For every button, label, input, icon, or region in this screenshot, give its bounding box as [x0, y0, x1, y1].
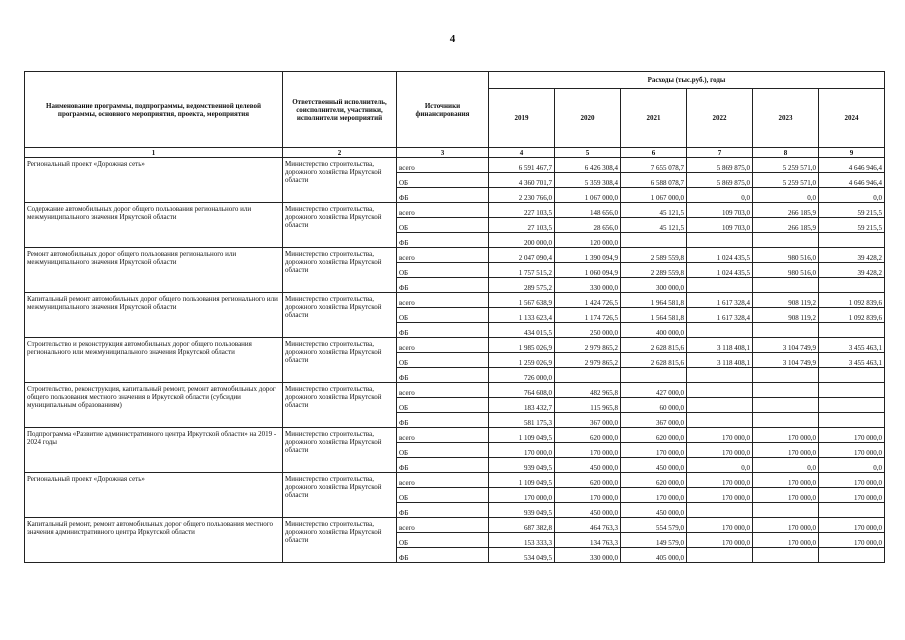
expense-value: 170 000,0 — [819, 533, 885, 548]
expense-value: 0,0 — [819, 458, 885, 473]
expense-value: 148 656,0 — [555, 203, 621, 218]
item-name: Ремонт автомобильных дорог общего пользования регионального или межмуниципального значения Иркутской области — [25, 248, 283, 293]
expense-value: 134 763,3 — [555, 533, 621, 548]
expense-value: 1 067 000,0 — [555, 188, 621, 203]
table-row — [25, 338, 885, 353]
funding-source: ОБ — [397, 353, 489, 368]
expense-value: 170 000,0 — [753, 518, 819, 533]
header-expenses: Расходы (тыс.руб.), годы — [489, 72, 885, 89]
expense-value: 367 000,0 — [621, 413, 687, 428]
column-number: 7 — [687, 148, 753, 158]
expense-value: 0,0 — [753, 188, 819, 203]
item-responsible: Министерство строительства, дорожного хозяйства Иркутской области — [283, 248, 397, 293]
expense-value: 170 000,0 — [753, 533, 819, 548]
table-row — [25, 158, 885, 173]
expense-value: 170 000,0 — [687, 473, 753, 488]
expense-value: 3 455 463,1 — [819, 338, 885, 353]
expense-value: 464 763,3 — [555, 518, 621, 533]
expense-value: 6 591 467,7 — [489, 158, 555, 173]
funding-source: ОБ — [397, 173, 489, 188]
expense-value — [753, 548, 819, 563]
expense-value — [819, 548, 885, 563]
header-year: 2021 — [621, 89, 687, 148]
budget-table — [24, 71, 885, 563]
expense-value: 266 185,9 — [753, 203, 819, 218]
expense-value: 3 455 463,1 — [819, 353, 885, 368]
expense-value — [621, 368, 687, 383]
expense-value: 939 049,5 — [489, 503, 555, 518]
expense-value: 1 964 581,8 — [621, 293, 687, 308]
header-year: 2019 — [489, 89, 555, 148]
expense-value — [687, 413, 753, 428]
expense-value: 5 869 875,0 — [687, 173, 753, 188]
expense-value: 726 000,0 — [489, 368, 555, 383]
expense-value: 1 424 726,5 — [555, 293, 621, 308]
expense-value: 4 646 946,4 — [819, 158, 885, 173]
expense-value: 170 000,0 — [621, 443, 687, 458]
expense-value: 39 428,2 — [819, 263, 885, 278]
column-number: 2 — [283, 148, 397, 158]
expense-value — [753, 233, 819, 248]
funding-source: ФБ — [397, 503, 489, 518]
funding-source: ОБ — [397, 443, 489, 458]
expense-value: 1 259 026,9 — [489, 353, 555, 368]
expense-value: 939 049,5 — [489, 458, 555, 473]
expense-value: 1 617 328,4 — [687, 308, 753, 323]
funding-source: всего — [397, 518, 489, 533]
expense-value: 170 000,0 — [753, 488, 819, 503]
expense-value: 170 000,0 — [555, 443, 621, 458]
expense-value: 434 015,5 — [489, 323, 555, 338]
expense-value: 45 121,5 — [621, 203, 687, 218]
expense-value — [555, 368, 621, 383]
expense-value: 60 000,0 — [621, 398, 687, 413]
funding-source: всего — [397, 158, 489, 173]
expense-value: 450 000,0 — [621, 503, 687, 518]
expense-value: 28 656,0 — [555, 218, 621, 233]
expense-value: 427 000,0 — [621, 383, 687, 398]
expense-value: 170 000,0 — [819, 488, 885, 503]
funding-source: ФБ — [397, 413, 489, 428]
funding-source: ОБ — [397, 263, 489, 278]
item-responsible: Министерство строительства, дорожного хозяйства Иркутской области — [283, 338, 397, 383]
column-number: 4 — [489, 148, 555, 158]
expense-value — [687, 548, 753, 563]
expense-value: 0,0 — [819, 188, 885, 203]
table-row — [25, 383, 885, 398]
expense-value — [753, 323, 819, 338]
header-year: 2024 — [819, 89, 885, 148]
expense-value — [753, 368, 819, 383]
expense-value: 980 516,0 — [753, 248, 819, 263]
header-name: Наименование программы, подпрограммы, ведомственной целевой программы, основного мероприятия, проекта, мероприятия — [25, 72, 283, 148]
funding-source: ОБ — [397, 533, 489, 548]
funding-source: ФБ — [397, 458, 489, 473]
expense-value: 153 333,3 — [489, 533, 555, 548]
item-responsible: Министерство строительства, дорожного хозяйства Иркутской области — [283, 158, 397, 203]
expense-value: 2 289 559,8 — [621, 263, 687, 278]
expense-value — [819, 233, 885, 248]
expense-value: 2 979 865,2 — [555, 353, 621, 368]
expense-value: 1 564 581,8 — [621, 308, 687, 323]
expense-value: 2 628 815,6 — [621, 353, 687, 368]
expense-value: 1 024 435,5 — [687, 248, 753, 263]
funding-source: всего — [397, 473, 489, 488]
expense-value: 7 655 078,7 — [621, 158, 687, 173]
expense-value: 170 000,0 — [687, 488, 753, 503]
expense-value: 2 230 766,0 — [489, 188, 555, 203]
expense-value — [819, 503, 885, 518]
expense-value: 1 024 435,5 — [687, 263, 753, 278]
expense-value: 170 000,0 — [489, 443, 555, 458]
funding-source: всего — [397, 293, 489, 308]
expense-value: 227 103,5 — [489, 203, 555, 218]
expense-value: 170 000,0 — [753, 443, 819, 458]
funding-source: всего — [397, 428, 489, 443]
expense-value: 39 428,2 — [819, 248, 885, 263]
funding-source: ОБ — [397, 218, 489, 233]
funding-source: всего — [397, 383, 489, 398]
expense-value: 170 000,0 — [687, 443, 753, 458]
expense-value — [753, 398, 819, 413]
item-responsible: Министерство строительства, дорожного хозяйства Иркутской области — [283, 473, 397, 518]
expense-value: 1 109 049,5 — [489, 473, 555, 488]
expense-value: 289 575,2 — [489, 278, 555, 293]
expense-value: 620 000,0 — [621, 473, 687, 488]
expense-value — [819, 368, 885, 383]
item-name: Региональный проект «Дорожная сеть» — [25, 158, 283, 203]
expense-value: 405 000,0 — [621, 548, 687, 563]
expense-value: 1 757 515,2 — [489, 263, 555, 278]
expense-value: 980 516,0 — [753, 263, 819, 278]
expense-value — [753, 278, 819, 293]
expense-value: 620 000,0 — [555, 473, 621, 488]
column-number: 8 — [753, 148, 819, 158]
expense-value: 115 965,8 — [555, 398, 621, 413]
expense-value: 4 646 946,4 — [819, 173, 885, 188]
expense-value: 581 175,3 — [489, 413, 555, 428]
expense-value — [621, 233, 687, 248]
expense-value: 200 000,0 — [489, 233, 555, 248]
expense-value — [687, 503, 753, 518]
expense-value: 170 000,0 — [753, 473, 819, 488]
expense-value: 764 608,0 — [489, 383, 555, 398]
table-row — [25, 203, 885, 218]
expense-value — [753, 503, 819, 518]
expense-value: 620 000,0 — [555, 428, 621, 443]
expense-value — [753, 383, 819, 398]
expense-value: 2 979 865,2 — [555, 338, 621, 353]
table-row — [25, 428, 885, 443]
table-row — [25, 518, 885, 533]
expense-value: 1 567 638,9 — [489, 293, 555, 308]
expense-value — [687, 233, 753, 248]
table-row — [25, 248, 885, 263]
funding-source: ФБ — [397, 368, 489, 383]
item-name: Подпрограмма «Развитие административного центра Иркутской области» на 2019 - 2024 годы — [25, 428, 283, 473]
expense-value — [687, 323, 753, 338]
item-name: Региональный проект «Дорожная сеть» — [25, 473, 283, 518]
expense-value — [819, 278, 885, 293]
funding-source: ФБ — [397, 278, 489, 293]
table-body — [25, 158, 885, 563]
expense-value: 450 000,0 — [555, 458, 621, 473]
item-responsible: Министерство строительства, дорожного хозяйства Иркутской области — [283, 383, 397, 428]
expense-value: 2 047 090,4 — [489, 248, 555, 263]
expense-value: 170 000,0 — [687, 533, 753, 548]
expense-value: 3 118 408,1 — [687, 338, 753, 353]
expense-value: 1 060 094,9 — [555, 263, 621, 278]
item-name: Капитальный ремонт автомобильных дорог общего пользования регионального или межмуниципального значения Иркутской области — [25, 293, 283, 338]
expense-value: 170 000,0 — [687, 518, 753, 533]
expense-value: 170 000,0 — [819, 428, 885, 443]
header-sources: Источники финансирования — [397, 72, 489, 148]
funding-source: всего — [397, 338, 489, 353]
expense-value: 59 215,5 — [819, 218, 885, 233]
expense-value: 170 000,0 — [819, 518, 885, 533]
expense-value: 5 869 875,0 — [687, 158, 753, 173]
header-year: 2023 — [753, 89, 819, 148]
table-row — [25, 293, 885, 308]
expense-value: 6 426 308,4 — [555, 158, 621, 173]
expense-value: 450 000,0 — [621, 458, 687, 473]
expense-value: 1 092 839,6 — [819, 308, 885, 323]
expense-value: 367 000,0 — [555, 413, 621, 428]
item-name: Капитальный ремонт, ремонт автомобильных дорог общего пользования местного значения административного центра Иркутской области — [25, 518, 283, 563]
funding-source: ОБ — [397, 488, 489, 503]
expense-value: 0,0 — [687, 458, 753, 473]
expense-value: 5 259 571,0 — [753, 158, 819, 173]
table-row — [25, 473, 885, 488]
expense-value — [687, 383, 753, 398]
funding-source: всего — [397, 248, 489, 263]
expense-value: 1 067 000,0 — [621, 188, 687, 203]
expense-value: 534 049,5 — [489, 548, 555, 563]
expense-value — [687, 368, 753, 383]
expense-value: 482 965,8 — [555, 383, 621, 398]
expense-value: 300 000,0 — [621, 278, 687, 293]
expense-value — [819, 413, 885, 428]
expense-value: 109 703,0 — [687, 203, 753, 218]
expense-value: 554 579,0 — [621, 518, 687, 533]
expense-value: 170 000,0 — [819, 443, 885, 458]
expense-value: 330 000,0 — [555, 548, 621, 563]
funding-source: ОБ — [397, 308, 489, 323]
expense-value: 266 185,9 — [753, 218, 819, 233]
column-number: 3 — [397, 148, 489, 158]
column-number: 1 — [25, 148, 283, 158]
funding-source: ФБ — [397, 323, 489, 338]
expense-value: 170 000,0 — [621, 488, 687, 503]
expense-value: 250 000,0 — [555, 323, 621, 338]
expense-value: 170 000,0 — [819, 473, 885, 488]
expense-value: 1 092 839,6 — [819, 293, 885, 308]
expense-value: 3 104 749,9 — [753, 338, 819, 353]
expense-value: 0,0 — [753, 458, 819, 473]
column-number: 9 — [819, 148, 885, 158]
item-responsible: Министерство строительства, дорожного хозяйства Иркутской области — [283, 203, 397, 248]
expense-value: 59 215,5 — [819, 203, 885, 218]
column-number: 5 — [555, 148, 621, 158]
column-number-row — [25, 148, 885, 158]
expense-value: 400 000,0 — [621, 323, 687, 338]
expense-value: 1 174 726,5 — [555, 308, 621, 323]
header-responsible: Ответственный исполнитель, соисполнители, участники, исполнители мероприятий — [283, 72, 397, 148]
column-number: 6 — [621, 148, 687, 158]
expense-value: 109 703,0 — [687, 218, 753, 233]
expense-value: 2 628 815,6 — [621, 338, 687, 353]
expense-value: 170 000,0 — [555, 488, 621, 503]
expense-value — [819, 323, 885, 338]
expense-value: 620 000,0 — [621, 428, 687, 443]
expense-value: 908 119,2 — [753, 293, 819, 308]
expense-value: 2 589 559,8 — [621, 248, 687, 263]
expense-value — [687, 398, 753, 413]
expense-value: 450 000,0 — [555, 503, 621, 518]
item-name: Строительство, реконструкция, капитальный ремонт, ремонт автомобильных дорог общего пользования местного значения в Иркутской области (субсидии муниципальным образованиям) — [25, 383, 283, 428]
expense-value: 1 390 094,9 — [555, 248, 621, 263]
expense-value: 687 382,8 — [489, 518, 555, 533]
header-year: 2020 — [555, 89, 621, 148]
funding-source: ФБ — [397, 548, 489, 563]
expense-value: 170 000,0 — [687, 428, 753, 443]
expense-value: 3 104 749,9 — [753, 353, 819, 368]
page-number: 4 — [449, 33, 456, 45]
expense-value: 149 579,0 — [621, 533, 687, 548]
expense-value: 45 121,5 — [621, 218, 687, 233]
header-row-top — [25, 72, 885, 89]
expense-value: 1 985 026,9 — [489, 338, 555, 353]
expense-value: 0,0 — [687, 188, 753, 203]
expense-value: 330 000,0 — [555, 278, 621, 293]
header-year: 2022 — [687, 89, 753, 148]
expense-value: 5 259 571,0 — [753, 173, 819, 188]
expense-value: 1 133 623,4 — [489, 308, 555, 323]
expense-value: 5 359 308,4 — [555, 173, 621, 188]
expense-value: 3 118 408,1 — [687, 353, 753, 368]
funding-source: ФБ — [397, 188, 489, 203]
expense-value — [819, 383, 885, 398]
expense-value — [819, 398, 885, 413]
funding-source: ФБ — [397, 233, 489, 248]
item-name: Строительство и реконструкция автомобильных дорог общего пользования регионального или межмуниципального значения Иркутской области — [25, 338, 283, 383]
expense-value: 1 617 328,4 — [687, 293, 753, 308]
item-responsible: Министерство строительства, дорожного хозяйства Иркутской области — [283, 428, 397, 473]
item-responsible: Министерство строительства, дорожного хозяйства Иркутской области — [283, 518, 397, 563]
expense-value: 170 000,0 — [753, 428, 819, 443]
item-name: Содержание автомобильных дорог общего пользования регионального или межмуниципального значения Иркутской области — [25, 203, 283, 248]
expense-value: 1 109 049,5 — [489, 428, 555, 443]
expense-value: 6 588 078,7 — [621, 173, 687, 188]
expense-value: 27 103,5 — [489, 218, 555, 233]
expense-value: 183 432,7 — [489, 398, 555, 413]
expense-value: 120 000,0 — [555, 233, 621, 248]
expense-value — [753, 413, 819, 428]
expense-value: 4 360 701,7 — [489, 173, 555, 188]
expense-value — [687, 278, 753, 293]
funding-source: ОБ — [397, 398, 489, 413]
funding-source: всего — [397, 203, 489, 218]
expense-value: 170 000,0 — [489, 488, 555, 503]
expense-value: 908 119,2 — [753, 308, 819, 323]
item-responsible: Министерство строительства, дорожного хозяйства Иркутской области — [283, 293, 397, 338]
